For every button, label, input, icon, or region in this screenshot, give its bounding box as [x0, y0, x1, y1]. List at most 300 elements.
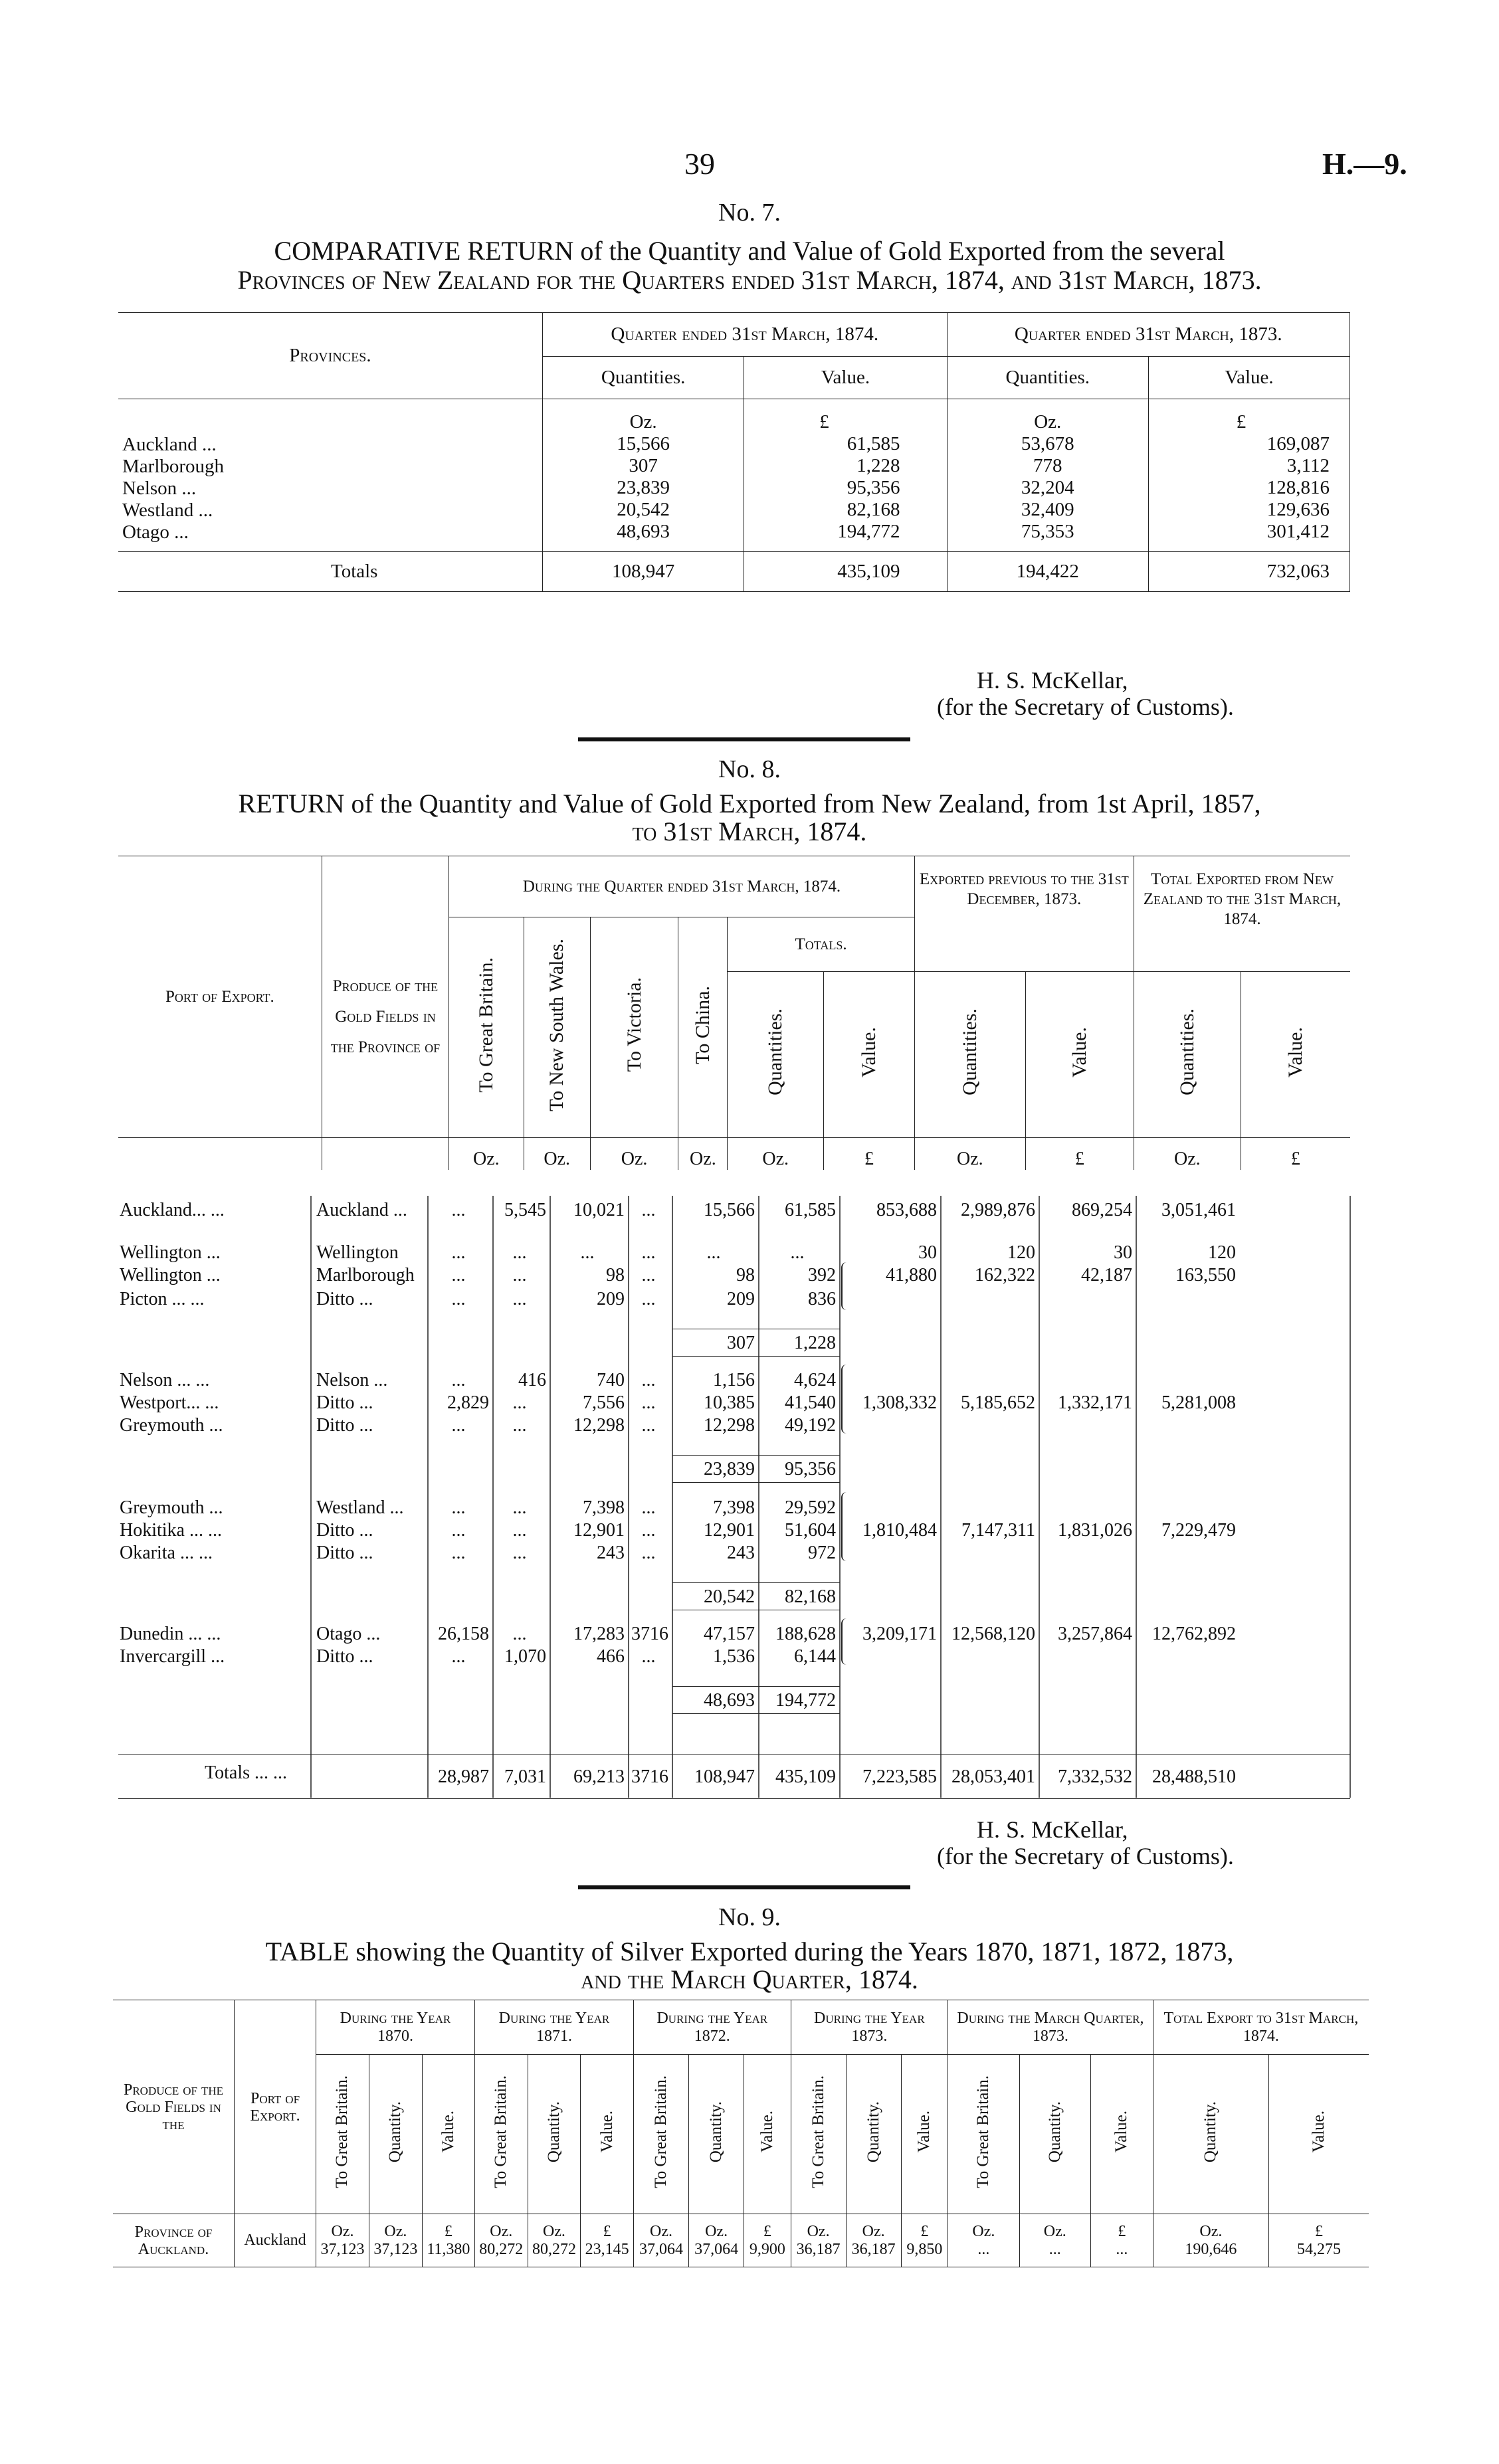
- table9-title-line2: and the March Quarter, 1874.: [581, 1964, 918, 1994]
- table8-cell-pv: 7,147,311: [961, 1520, 1035, 1541]
- table8-cell-gb: 26,158: [438, 1624, 489, 1644]
- table8-cell-nsw: 1,070: [504, 1646, 546, 1667]
- table8-cell-tq: 209: [727, 1289, 755, 1309]
- unit-pound: £: [819, 411, 829, 432]
- table9-col-gb-cell: [474, 2055, 528, 2214]
- table8-cell-gb: ...: [451, 1497, 466, 1518]
- table9-col-quantity-cell: [528, 2055, 581, 2214]
- table9-y1872-gb: [633, 2214, 688, 2267]
- table8-col-quantities: Quantities.: [1175, 1008, 1198, 1095]
- table8-subtotal-value: 95,356: [785, 1459, 836, 1479]
- table8-cell-gb: ...: [451, 1543, 466, 1563]
- table8-rules: [118, 1196, 1351, 1800]
- table9-y1870-value-value: 11,380: [427, 2240, 470, 2258]
- table8-cell-vic: 17,283: [573, 1624, 625, 1644]
- table7-cell: 48,693: [617, 521, 670, 542]
- table9-col-value: Value.: [439, 2111, 457, 2153]
- table7-cell: 23,839: [617, 477, 670, 498]
- table8-cell-pq: 1,810,484: [862, 1520, 937, 1541]
- table7-v1873-values: [1148, 399, 1349, 552]
- table8-produce-province: Otago ...: [316, 1624, 381, 1644]
- table8-port-name: Picton ... ...: [120, 1289, 205, 1309]
- table7-signature-role: (for the Secretary of Customs).: [937, 694, 1234, 720]
- table8-number: No. 8.: [718, 755, 781, 783]
- table7-cell: 20,542: [617, 499, 670, 520]
- table9-col-value: Value.: [915, 2111, 934, 2153]
- table8-cell-tq: 12,901: [704, 1520, 755, 1541]
- table9-col-gb: To Great Britain.: [974, 2075, 993, 2188]
- unit-oz: Oz.: [590, 1138, 678, 1171]
- table9-col-produce: Produce of the Gold Fields in the: [113, 2000, 235, 2214]
- table7-cell: 194,772: [837, 521, 900, 542]
- table9-march-gb-value: ...: [977, 2240, 990, 2258]
- table8-cell-pv: 120: [1007, 1242, 1035, 1263]
- table8-cell-china: ...: [641, 1497, 656, 1518]
- table9-col-value-cell: [581, 2055, 634, 2214]
- table8-totals-label: Totals ... ...: [205, 1762, 288, 1783]
- table9-col-gb-cell: [633, 2055, 688, 2214]
- table8-port-name: Wellington ...: [120, 1242, 221, 1263]
- table8-blank: [118, 1138, 322, 1171]
- table8-cell-tq: 12,298: [704, 1415, 755, 1436]
- table8-cell-tv: 6,144: [794, 1646, 836, 1667]
- table8-cell-xv: 3,051,461: [1161, 1200, 1236, 1220]
- table8: [118, 856, 1350, 1170]
- table9-march-quantity: [1019, 2214, 1090, 2267]
- unit-oz: Oz.: [1043, 2222, 1066, 2240]
- table8-signature-name: H. S. McKellar,: [977, 1816, 1128, 1843]
- table8-cell-gb: ...: [451, 1242, 466, 1263]
- table8-port-name: Nelson ... ...: [120, 1370, 210, 1390]
- unit-oz: Oz.: [1199, 2222, 1223, 2240]
- table7-province-name: Otago ...: [122, 521, 189, 543]
- unit-pound: £: [1314, 2222, 1323, 2240]
- table8-col-pq-cell: [914, 972, 1025, 1138]
- table7-v1874-values: [744, 399, 947, 552]
- table8-col-gb: To Great Britain.: [474, 957, 497, 1093]
- table8-cell-vic: 7,398: [583, 1497, 625, 1518]
- unit-pound: £: [444, 2222, 452, 2240]
- table8-col-quantities: Quantities.: [958, 1008, 981, 1095]
- table9-col-value: Value.: [1112, 2111, 1131, 2153]
- table8-col-quantities: Quantities.: [764, 1008, 787, 1095]
- table8-col-xv-cell: [1241, 972, 1350, 1138]
- table8-total-vic: 69,213: [573, 1766, 625, 1787]
- table9-col-quantity-cell: [369, 2055, 422, 2214]
- table9-y1871-value-value: 23,145: [585, 2240, 629, 2258]
- table8-cell-nsw: ...: [512, 1242, 527, 1263]
- table7-cell: 307: [629, 455, 658, 476]
- table8-port-name: Westport... ...: [120, 1392, 219, 1413]
- table9-y1873-quantity: [846, 2214, 901, 2267]
- table9-col-1872: During the Year 1872.: [633, 2000, 791, 2055]
- table8-cell-tq: 1,536: [713, 1646, 755, 1667]
- unit-oz: Oz.: [542, 2222, 565, 2240]
- table8-cell-vic: 12,901: [573, 1520, 625, 1541]
- table8-cell-china: ...: [641, 1520, 656, 1541]
- table8-produce-province: Auckland ...: [316, 1200, 407, 1220]
- table8-cell-tq: ...: [706, 1242, 721, 1263]
- table8-col-total: Total Exported from New Zealand to the 31st March, 1874.: [1134, 856, 1350, 972]
- table9-produce: Province of Auckland.: [113, 2214, 235, 2267]
- unit-oz: Oz.: [972, 2222, 995, 2240]
- table8-cell-nsw: ...: [512, 1415, 527, 1436]
- table8-port-name: Greymouth ...: [120, 1415, 223, 1436]
- table8-col-prev: Exported previous to the 31st December, 1873.: [914, 856, 1134, 972]
- table8-total-pq: 7,223,585: [862, 1766, 937, 1787]
- table8-produce-province: Ditto ...: [316, 1392, 373, 1413]
- table8-total-gb: 28,987: [438, 1766, 489, 1787]
- table8-col-totals: Totals.: [728, 917, 914, 972]
- table8-cell-vic: ...: [580, 1242, 595, 1263]
- table8-port-name: Auckland... ...: [120, 1200, 225, 1220]
- table8-cell-tq: 10,385: [704, 1392, 755, 1413]
- table8-cell-pq: 853,688: [876, 1200, 937, 1220]
- table8-cell-pq: 30: [918, 1242, 937, 1263]
- document-reference: H.—9.: [1322, 147, 1407, 181]
- table8-cell-vic: 12,298: [573, 1415, 625, 1436]
- unit-oz: Oz.: [449, 1138, 524, 1171]
- table9-y1872-quantity: [689, 2214, 744, 2267]
- table8-cell-gb: ...: [451, 1415, 466, 1436]
- table8-cell-gb: ...: [451, 1520, 466, 1541]
- table8-cell-china: ...: [641, 1370, 656, 1390]
- unit-oz: Oz.: [705, 2222, 728, 2240]
- table7-cell: 53,678: [1021, 433, 1074, 454]
- table8-cell-nsw: ...: [512, 1543, 527, 1563]
- unit-oz: Oz.: [862, 2222, 885, 2240]
- table7-cell: 32,409: [1021, 499, 1074, 520]
- unit-pound: £: [1241, 1138, 1350, 1171]
- table8-title-line1: RETURN of the Quantity and Value of Gold Exported from New Zealand, from 1st April, 1857,: [238, 789, 1261, 818]
- table8-cell-vic: 466: [597, 1646, 625, 1667]
- table8-col-value: Value.: [857, 1026, 880, 1078]
- table7-cell: 301,412: [1266, 521, 1330, 542]
- unit-pound: £: [920, 2222, 929, 2240]
- table8-cell-gb: 2,829: [447, 1392, 489, 1413]
- table9-col-value-cell: [1090, 2055, 1153, 2214]
- table7-cell: 82,168: [847, 499, 900, 520]
- table8-cell-pq: 3,209,171: [862, 1624, 937, 1644]
- table8-produce-province: Ditto ...: [316, 1543, 373, 1563]
- table8-title-line2: to 31st March, 1874.: [632, 816, 867, 846]
- table9-y1873-value: [901, 2214, 948, 2267]
- table9-y1871-quantity: [528, 2214, 581, 2267]
- table8-cell-pv: 162,322: [975, 1265, 1035, 1285]
- table8-cell-tv: 392: [808, 1265, 836, 1285]
- table9-number: No. 9.: [718, 1903, 781, 1931]
- table9-y1872-value: [744, 2214, 791, 2267]
- table9-port: Auckland: [235, 2214, 316, 2267]
- table8-cell-nsw: ...: [512, 1497, 527, 1518]
- table8-subtotal-quantity: 48,693: [704, 1690, 755, 1711]
- table8-cell-nsw: ...: [512, 1624, 527, 1644]
- table9-col-1871: During the Year 1871.: [474, 2000, 633, 2055]
- table7-title-line2: Provinces of New Zealand for the Quarters ended 31st March, 1874, and 31st March, 1873.: [237, 265, 1262, 295]
- table9-col-value-cell: [901, 2055, 948, 2214]
- table7-cell: 95,356: [847, 477, 900, 498]
- table9-y1873-gb: [791, 2214, 846, 2267]
- table9-col-gb: To Great Britain.: [652, 2075, 670, 2188]
- table9-col-quantity: Quantity.: [1201, 2101, 1220, 2163]
- table8-port-name: Hokitika ... ...: [120, 1520, 222, 1541]
- table8-cell-tv: 29,592: [785, 1497, 836, 1518]
- table7-col-quantities-1874: Quantities.: [542, 357, 744, 399]
- table7: [118, 312, 1350, 592]
- table8-col-vic: To Victoria.: [623, 977, 645, 1072]
- unit-oz: Oz.: [524, 1138, 590, 1171]
- unit-oz: Oz.: [807, 2222, 830, 2240]
- table8-col-nsw: To New South Wales.: [546, 938, 568, 1111]
- table8-cell-gb: ...: [451, 1289, 466, 1309]
- table8-cell-tv: 4,624: [794, 1370, 836, 1390]
- table9-total-quantity: [1153, 2214, 1268, 2267]
- table7-q1874-values: [542, 399, 744, 552]
- table9-y1871-quantity-value: 80,272: [532, 2240, 576, 2258]
- table9-col-gb: To Great Britain.: [333, 2075, 351, 2188]
- table8-cell-xv: 12,762,892: [1152, 1624, 1236, 1644]
- table8-subtotal-value: 82,168: [785, 1586, 836, 1607]
- table9-y1871-gb-value: 80,272: [479, 2240, 524, 2258]
- table7-total-q73: 194,422: [947, 552, 1148, 592]
- table9-col-port: Port of Export.: [235, 2000, 316, 2214]
- table7-cell: 32,204: [1021, 477, 1074, 498]
- table9-col-gb-cell: [316, 2055, 369, 2214]
- unit-oz: Oz.: [384, 2222, 407, 2240]
- table8-cell-china: ...: [641, 1543, 656, 1563]
- table8-cell-tv: 41,540: [785, 1392, 836, 1413]
- table8-cell-gb: ...: [451, 1370, 466, 1390]
- table8-produce-province: Marlborough: [316, 1265, 415, 1285]
- table9-march-value-value: ...: [1116, 2240, 1128, 2258]
- table9-col-value-cell: [744, 2055, 791, 2214]
- table9-col-quantity-cell: [1153, 2055, 1268, 2214]
- table9-total-value: [1268, 2214, 1369, 2267]
- table7-number: No. 7.: [718, 199, 781, 227]
- table8-cell-xq: 1,332,171: [1058, 1392, 1132, 1413]
- table7-col-q1874: Quarter ended 31st March, 1874.: [542, 313, 947, 357]
- table9: [113, 2000, 1369, 2267]
- table8-cell-nsw: ...: [512, 1289, 527, 1309]
- table9-y1870-quantity: [369, 2214, 422, 2267]
- table9-col-march: During the March Quarter, 1873.: [948, 2000, 1153, 2055]
- unit-pound: £: [1236, 411, 1247, 432]
- table8-cell-tq: 47,157: [704, 1624, 755, 1644]
- table8-cell-vic: 7,556: [583, 1392, 625, 1413]
- table8-column-lines: [311, 1196, 1350, 1798]
- table8-cell-china: ...: [641, 1392, 656, 1413]
- table9-y1872-quantity-value: 37,064: [694, 2240, 739, 2258]
- table8-cell-xv: 120: [1208, 1242, 1236, 1263]
- table8-cell-xv: 5,281,008: [1161, 1392, 1236, 1413]
- table8-produce-province: Wellington: [316, 1242, 399, 1263]
- table8-cell-pv: 12,568,120: [951, 1624, 1035, 1644]
- table8-produce-province: Ditto ...: [316, 1646, 373, 1667]
- table9-march-value: [1090, 2214, 1153, 2267]
- table8-port-name: Invercargill ...: [120, 1646, 225, 1667]
- table8-cell-xv: 163,550: [1175, 1265, 1236, 1285]
- table8-cell-gb: ...: [451, 1646, 466, 1667]
- table8-col-value: Value.: [1068, 1026, 1090, 1078]
- table9-y1873-value-value: 9,850: [906, 2240, 943, 2258]
- table7-signature-name: H. S. McKellar,: [977, 667, 1128, 694]
- table7-total-q74: 108,947: [542, 552, 744, 592]
- unit-pound: £: [824, 1138, 915, 1171]
- table8-total-xv: 28,488,510: [1152, 1766, 1236, 1787]
- table9-data-row: [113, 2214, 1369, 2267]
- table9-col-quantity: Quantity.: [386, 2101, 405, 2163]
- table7-cell: 129,636: [1266, 499, 1330, 520]
- unit-oz: Oz.: [914, 1138, 1025, 1171]
- table9-col-value-cell: [422, 2055, 474, 2214]
- table7-col-value-1874: Value.: [744, 357, 947, 399]
- table8-cell-vic: 243: [597, 1543, 625, 1563]
- table7-cell: 3,112: [1286, 455, 1330, 476]
- unit-oz: Oz.: [1034, 411, 1062, 432]
- table9-y1873-gb-value: 36,187: [796, 2240, 841, 2258]
- table8-cell-xq: 30: [1114, 1242, 1132, 1263]
- table9-col-quantity-cell: [846, 2055, 901, 2214]
- table7-col-value-1873: Value.: [1148, 357, 1349, 399]
- table8-total-nsw: 7,031: [504, 1766, 546, 1787]
- table8-col-quarter: During the Quarter ended 31st March, 1874.: [449, 856, 915, 917]
- table9-col-quantity: Quantity.: [544, 2101, 563, 2163]
- table8-cell-xq: 42,187: [1081, 1265, 1132, 1285]
- table8-col-nsw-cell: [524, 917, 590, 1138]
- table7-col-quantities-1873: Quantities.: [947, 357, 1148, 399]
- unit-oz: Oz.: [629, 411, 657, 432]
- table8-cell-tv: 836: [808, 1289, 836, 1309]
- table8-port-name: Wellington ...: [120, 1265, 221, 1285]
- table8-cell-china: ...: [641, 1242, 656, 1263]
- table9-y1873-quantity-value: 36,187: [851, 2240, 896, 2258]
- table8-col-produce: Produce of the Gold Fields in the Province of: [322, 856, 449, 1138]
- table8-port-name: Dunedin ... ...: [120, 1624, 221, 1644]
- table8-cell-tq: 243: [727, 1543, 755, 1563]
- table7-province-name: Marlborough: [122, 456, 225, 477]
- table8-col-china-cell: [678, 917, 728, 1138]
- table9-march-quantity-value: ...: [1049, 2240, 1061, 2258]
- table8-subtotal-quantity: 23,839: [704, 1459, 755, 1479]
- table8-total-china: 3716: [631, 1766, 668, 1787]
- table8-cell-nsw: ...: [512, 1392, 527, 1413]
- table8-cell-pv: 2,989,876: [961, 1200, 1035, 1220]
- table9-col-gb-cell: [791, 2055, 846, 2214]
- table8-produce-province: Ditto ...: [316, 1415, 373, 1436]
- table9-col-total: Total Export to 31st March, 1874.: [1153, 2000, 1369, 2055]
- table9-total-value-value: 54,275: [1296, 2240, 1341, 2258]
- table8-cell-china: ...: [641, 1265, 656, 1285]
- table8-cell-nsw: 5,545: [504, 1200, 546, 1220]
- table8-produce-province: Ditto ...: [316, 1289, 373, 1309]
- table7-q1873-values: [947, 399, 1148, 552]
- table7-province-name: Nelson ...: [122, 478, 197, 499]
- table8-cell-vic: 209: [597, 1289, 625, 1309]
- table9-col-1873: During the Year 1873.: [791, 2000, 948, 2055]
- table8-cell-nsw: 416: [518, 1370, 546, 1390]
- table7-cell: 128,816: [1266, 477, 1330, 498]
- table7-province-name: Westland ...: [122, 500, 213, 521]
- unit-oz: Oz.: [678, 1138, 728, 1171]
- table7-totals-label: Totals: [118, 552, 542, 592]
- table8-cell-tq: 15,566: [704, 1200, 755, 1220]
- table8-subtotal-quantity: 20,542: [704, 1586, 755, 1607]
- table8-cell-tq: 1,156: [713, 1370, 755, 1390]
- table7-cell: 169,087: [1266, 433, 1330, 454]
- page-number: 39: [684, 147, 715, 181]
- table8-cell-tv: 188,628: [775, 1624, 836, 1644]
- table8-cell-china: 3716: [631, 1624, 668, 1644]
- table9-col-value: Value.: [757, 2111, 776, 2153]
- unit-oz: Oz.: [490, 2222, 513, 2240]
- table9-col-gb: To Great Britain.: [809, 2075, 827, 2188]
- table8-produce-province: Ditto ...: [316, 1520, 373, 1541]
- table8-cell-xq: 3,257,864: [1058, 1624, 1132, 1644]
- table9-col-value: Value.: [597, 2111, 616, 2153]
- table7-col-q1873: Quarter ended 31st March, 1873.: [947, 313, 1349, 357]
- table7-total-v74: 435,109: [744, 552, 947, 592]
- table9-y1870-quantity-value: 37,123: [373, 2240, 418, 2258]
- table8-subtotal-value: 194,772: [775, 1690, 836, 1711]
- unit-oz: Oz.: [650, 2222, 672, 2240]
- table8-signature-role: (for the Secretary of Customs).: [937, 1843, 1234, 1869]
- table8-col-gb-cell: [449, 917, 524, 1138]
- table8-total-tq: 108,947: [694, 1766, 755, 1787]
- table8-cell-gb: ...: [451, 1265, 466, 1285]
- table8-cell-tv: 51,604: [785, 1520, 836, 1541]
- table8-total-xq: 7,332,532: [1058, 1766, 1132, 1787]
- table8-cell-vic: 740: [597, 1370, 625, 1390]
- table8-port-name: Greymouth ...: [120, 1497, 223, 1518]
- table8-cell-gb: ...: [451, 1200, 466, 1220]
- unit-pound: £: [1025, 1138, 1134, 1171]
- table8-cell-vic: 98: [606, 1265, 625, 1285]
- table8-total-tv: 435,109: [775, 1766, 836, 1787]
- table7-cell: 61,585: [847, 433, 900, 454]
- table9-col-gb: To Great Britain.: [492, 2075, 510, 2188]
- unit-oz: Oz.: [728, 1138, 824, 1171]
- table8-cell-xq: 869,254: [1072, 1200, 1132, 1220]
- table7-province-name: Auckland ...: [122, 434, 217, 455]
- table8-cell-vic: 10,021: [573, 1200, 625, 1220]
- table9-y1870-value: [422, 2214, 474, 2267]
- table8-cell-tv: ...: [790, 1242, 805, 1263]
- table8-col-tq-cell: [728, 972, 824, 1138]
- table9-y1871-gb: [474, 2214, 528, 2267]
- table7-cell: 75,353: [1021, 521, 1074, 542]
- unit-oz: Oz.: [331, 2222, 354, 2240]
- table8-cell-tv: 49,192: [785, 1415, 836, 1436]
- table8-col-port: Port of Export.: [118, 856, 322, 1138]
- table9-col-quantity: Quantity.: [1045, 2101, 1064, 2163]
- table8-cell-pq: 41,880: [886, 1265, 937, 1285]
- table9-y1872-gb-value: 37,064: [639, 2240, 684, 2258]
- table9-title-line1: TABLE showing the Quantity of Silver Exported during the Years 1870, 1871, 1872, 1873,: [265, 1937, 1234, 1966]
- table8-subtotal-quantity: 307: [727, 1333, 755, 1353]
- table8-col-tv-cell: [824, 972, 915, 1138]
- table8-col-china: To China.: [691, 985, 714, 1064]
- table8-cell-china: ...: [641, 1200, 656, 1220]
- table8-col-vic-cell: [590, 917, 678, 1138]
- table8-col-xq-cell: [1134, 972, 1241, 1138]
- table8-cell-china: ...: [641, 1415, 656, 1436]
- table9-col-quantity: Quantity.: [707, 2101, 726, 2163]
- unit-oz: Oz.: [1134, 1138, 1241, 1171]
- table7-title-line1: COMPARATIVE RETURN of the Quantity and Value of Gold Exported from the several: [274, 236, 1225, 266]
- table8-total-pv: 28,053,401: [951, 1766, 1035, 1787]
- table9-col-quantity: Quantity.: [864, 2101, 882, 2163]
- table8-subtotal-value: 1,228: [794, 1333, 836, 1353]
